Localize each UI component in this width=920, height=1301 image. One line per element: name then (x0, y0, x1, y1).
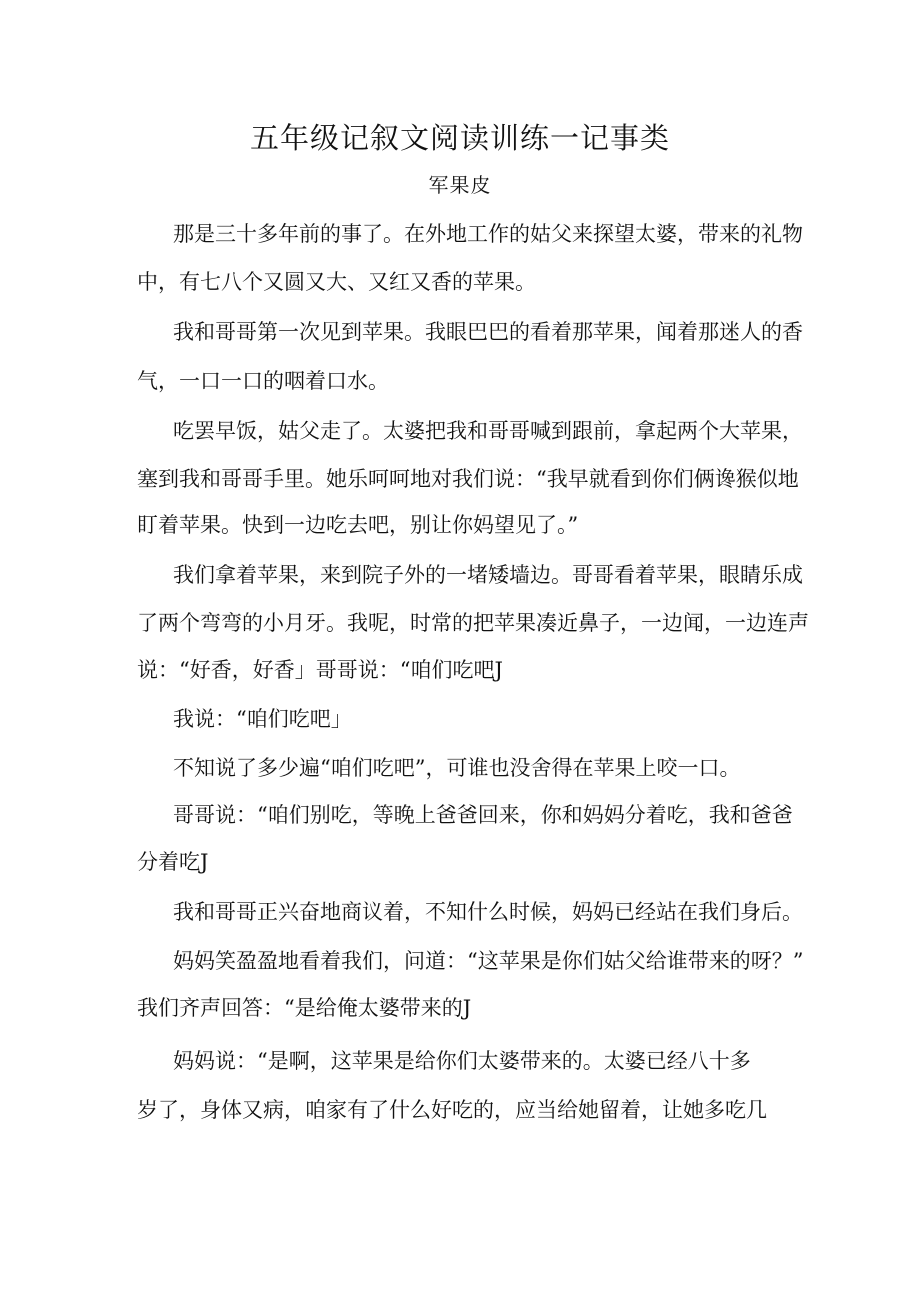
paragraph-line: 气，一口一口的咽着口水。 (137, 369, 389, 393)
paragraph-line: 说：“好香，好香」哥哥说：“咱们吃吧J (137, 658, 503, 682)
paragraph-line: 妈妈笑盈盈地看着我们，问道：“这苹果是你们姑父给谁带来的呀？” (173, 949, 804, 973)
paragraph-line: 不知说了多少遍“咱们吃吧”，可谁也没舍得在苹果上咬一口。 (173, 756, 741, 780)
paragraph-line: 妈妈说：“是啊，这苹果是给你们太婆带来的。太婆已经八十多 (173, 1049, 751, 1073)
paragraph-line: 塞到我和哥哥手里。她乐呵呵地对我们说：“我早就看到你们俩谗猴似地 (137, 467, 799, 491)
paragraph-line: 我和哥哥第一次见到苹果。我眼巴巴的看着那苹果，闻着那迷人的香 (173, 320, 803, 344)
document-title: 五年级记叙文阅读训练一记事类 (249, 121, 670, 155)
paragraph-line: 中，有七八个又圆又大、又红又香的苹果。 (137, 270, 536, 294)
paragraph-line: 哥哥说：“咱们别吃，等晚上爸爸回来，你和妈妈分着吃，我和爸爸 (173, 803, 793, 827)
paragraph-line: 了两个弯弯的小月牙。我呢，时常的把苹果凑近鼻子，一边闻，一边连声 (137, 611, 809, 635)
paragraph-line: 我和哥哥正兴奋地商议着，不知什么时候，妈妈已经站在我们身后。 (173, 900, 803, 924)
paragraph-line: 那是三十多年前的事了。在外地工作的姑父来探望太婆，带来的礼物 (173, 222, 803, 246)
paragraph-line: 我们齐声回答：“是给俺太婆带来的J (137, 996, 472, 1020)
paragraph-line: 盯着苹果。快到一边吃去吧，别让你妈望见了。” (137, 513, 579, 537)
paragraph-line: 岁了，身体又病，咱家有了什么好吃的，应当给她留着，让她多吃几 (137, 1098, 767, 1122)
paragraph-line: 分着吃J (137, 850, 209, 874)
paragraph-line: 吃罢早饭，姑父走了。太婆把我和哥哥喊到跟前，拿起两个大苹果， (173, 419, 803, 443)
paragraph-line: 我说：“咱们吃吧」 (173, 707, 352, 731)
document-subtitle: 军果皮 (428, 173, 492, 197)
paragraph-line: 我们拿着苹果，来到院子外的一堵矮墙边。哥哥看着苹果，眼睛乐成 (173, 563, 803, 587)
